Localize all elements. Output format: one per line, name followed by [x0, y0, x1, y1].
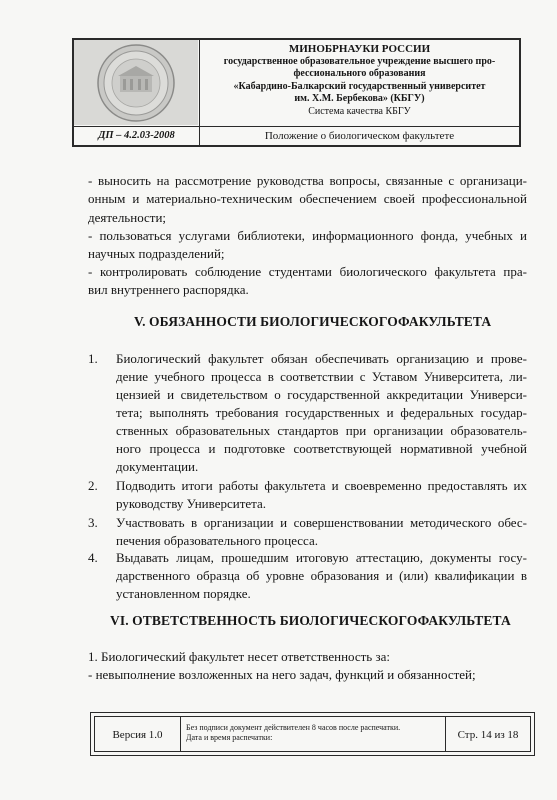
s5-item-1-line-1: Биологический факультет обязан обеспечивать организацию и прове- [116, 351, 527, 366]
s5-item-4-line-3: установленном порядке. [116, 586, 251, 601]
s5-item-1-line-3: цензией и свидетельством о государственной аккредитации Универси- [116, 387, 527, 402]
intro-line-3: деятельности; [88, 210, 167, 225]
intro-line-6: - контролировать соблюдение студентами биологического факультета пра- [88, 264, 527, 279]
document-footer [90, 712, 535, 756]
s5-item-1-number: 1. [88, 351, 98, 366]
intro-line-4: - пользоваться услугами библиотеки, информационного фонда, учебных и [88, 228, 527, 243]
s5-item-3-line-2: печения образовательного процесса. [116, 533, 319, 548]
footer-table [94, 716, 531, 752]
s5-item-1-line-2: дение учебного процесса в соответствии с Уставом Университета, ли- [116, 369, 527, 384]
s5-item-1-line-5: ственных образовательных стандартов при организации образователь- [116, 423, 527, 438]
institution-info [200, 40, 519, 127]
print-note-line-1: Без подписи документ действителен 8 часов после распечатки. [186, 723, 401, 732]
institution-line-2: фессионального образования [293, 68, 426, 79]
s5-item-4-number: 4. [88, 550, 98, 565]
intro-line-2: онным и материально-техническим обеспечением своей профессиональной [88, 191, 527, 206]
intro-line-5: научных подразделений; [88, 246, 225, 261]
s5-item-1-line-7: документации. [116, 459, 199, 474]
document-header [72, 38, 521, 147]
version-label: Версия 1.0 [95, 717, 181, 751]
section-6-heading: VI. ОТВЕТСТВЕННОСТЬ БИОЛОГИЧЕСКОГОФАКУЛЬТЕТА [110, 613, 511, 628]
s5-item-3-number: 3. [88, 515, 98, 530]
s5-item-3-line-1: Участвовать в организации и совершенствовании методического обес- [116, 515, 527, 530]
s5-item-1-line-4: тета; выполнять требования государственных и федеральных государ- [116, 405, 527, 420]
institution-line-3: «Кабардино-Балкарский государственный университет [233, 80, 486, 92]
s5-item-1-line-6: ного процесса и подготовке соответствующей нормативной учебной [116, 441, 527, 456]
intro-line-1: - выносить на рассмотрение руководства вопросы, связанные с организаци- [88, 173, 527, 188]
s5-item-2-line-1: Подводить итоги работы факультета и своевременно предоставлять их [116, 478, 527, 493]
print-note-line-2: Дата и время распечатки: [186, 733, 273, 742]
institution-line-4: им. Х.М. Бербекова» (КБГУ) [294, 93, 425, 104]
s6-item-1: 1. Биологический факультет несет ответственность за: [88, 649, 390, 664]
page-number: Стр. 14 из 18 [457, 729, 519, 741]
university-logo [74, 40, 200, 127]
quality-system: Система качества КБГУ [308, 105, 411, 117]
institution-line-1: государственное образовательное учреждение высшего про- [223, 55, 496, 67]
document-title: Положение о биологическом факультете [264, 130, 455, 142]
print-validity-note [181, 717, 446, 751]
s5-item-4-line-1: Выдавать лицам, прошедшим итоговую аттестацию, документы госу- [116, 550, 527, 565]
s5-item-4-line-2: дарственного образца об уровне образования и (или) квалификации в [116, 568, 527, 583]
intro-line-7: вил внутреннего распорядка. [88, 282, 249, 297]
s6-item-1-sub: - невыполнение возложенных на него задач, функций и обязанностей; [88, 667, 476, 682]
section-5-heading: V. ОБЯЗАННОСТИ БИОЛОГИЧЕСКОГОФАКУЛЬТЕТА [134, 314, 492, 329]
ministry-name: МИНОБРНАУКИ РОССИИ [288, 43, 431, 55]
s5-item-2-line-2: руководству Университета. [116, 496, 267, 511]
document-code: ДП – 4.2.03-2008 [74, 127, 200, 145]
university-emblem-icon [74, 40, 198, 125]
s5-item-2-number: 2. [88, 478, 98, 493]
